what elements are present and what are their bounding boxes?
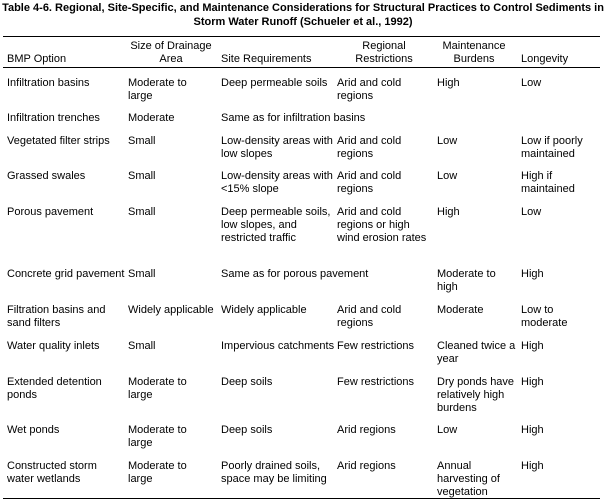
cell-longevity: High (521, 460, 544, 472)
cell-site: Low-density areas with low slopes (221, 135, 333, 160)
cell-regional: Arid and cold regions (337, 304, 402, 329)
cell-site: Same as for infiltration basins (221, 112, 366, 124)
cell-bmp: Constructed storm water wetlands (7, 460, 97, 485)
cell-maintenance: Moderate (437, 304, 484, 316)
cell-drainage: Moderate to large (128, 77, 187, 102)
cell-drainage: Small (128, 268, 156, 280)
cell-maintenance: Cleaned twice a year (437, 340, 516, 365)
cell-maintenance: Annual harvesting of vegetation (437, 460, 500, 498)
cell-site: Low-density areas with <15% slope (221, 170, 333, 195)
cell-drainage: Small (128, 135, 156, 147)
header-top-rule (3, 36, 600, 37)
cell-regional: Arid regions (337, 460, 396, 472)
cell-drainage: Small (128, 170, 156, 182)
cell-site: Deep soils (221, 376, 273, 388)
cell-bmp: Infiltration basins (7, 77, 90, 89)
cell-regional: Arid and cold regions (337, 77, 402, 102)
header-bmp: BMP Option (7, 53, 67, 65)
cell-bmp: Vegetated filter strips (7, 135, 110, 147)
cell-longevity: Low (521, 206, 542, 218)
cell-longevity: High (521, 340, 544, 352)
cell-drainage: Moderate to large (128, 424, 187, 449)
cell-maintenance: Moderate to high (437, 268, 496, 293)
cell-maintenance: Dry ponds have relatively high burdens (437, 376, 515, 414)
cell-drainage: Small (128, 340, 156, 352)
cell-bmp: Porous pavement (7, 206, 94, 218)
cell-bmp: Water quality inlets (7, 340, 100, 352)
cell-site: Same as for porous pavement (221, 268, 369, 280)
cell-regional: Arid and cold regions (337, 135, 402, 160)
cell-drainage: Moderate to large (128, 376, 187, 401)
cell-maintenance: Low (437, 170, 458, 182)
cell-longevity: High (521, 376, 544, 388)
cell-regional: Arid regions (337, 424, 396, 436)
cell-regional: Few restrictions (337, 340, 415, 352)
cell-maintenance: Low (437, 424, 458, 436)
cell-site: Deep permeable soils (221, 77, 328, 89)
cell-maintenance: High (437, 77, 460, 89)
cell-regional: Few restrictions (337, 376, 415, 388)
header-maintenance: Maintenance Burdens (442, 40, 506, 65)
cell-longevity: Low to moderate (521, 304, 568, 329)
cell-site: Impervious catchments (221, 340, 335, 352)
table-header (0, 40, 606, 66)
header-bottom-rule (3, 67, 600, 68)
cell-maintenance: High (437, 206, 460, 218)
cell-longevity: High (521, 424, 544, 436)
header-longevity: Longevity (521, 53, 569, 65)
cell-longevity: Low (521, 77, 542, 89)
cell-longevity: Low if poorly maintained (521, 135, 583, 160)
cell-bmp: Filtration basins and sand filters (7, 304, 106, 329)
cell-bmp: Concrete grid pavement (7, 268, 125, 280)
header-site: Site Requirements (221, 53, 312, 65)
cell-site: Deep soils (221, 424, 273, 436)
header-regional: Regional Restrictions (355, 40, 413, 65)
cell-drainage: Moderate to large (128, 460, 187, 485)
table-bottom-rule (3, 498, 600, 499)
cell-longevity: High if maintained (521, 170, 575, 195)
cell-bmp: Infiltration trenches (7, 112, 100, 124)
cell-site: Widely applicable (221, 304, 307, 316)
table-title: Table 4-6. Regional, Site-Specific, and Maintenance Considerations for Structural Practices to Control Sediments in Storm Water Runoff (Schueler et al., 1992) (2, 2, 604, 28)
cell-regional: Arid and cold regions or high wind erosion rates (337, 206, 427, 244)
cell-bmp: Extended detention ponds (7, 376, 102, 401)
cell-regional: Arid and cold regions (337, 170, 402, 195)
cell-drainage: Small (128, 206, 156, 218)
cell-site: Deep permeable soils, low slopes, and restricted traffic (221, 206, 331, 244)
cell-longevity: High (521, 268, 544, 280)
cell-drainage: Moderate (128, 112, 175, 124)
header-drainage: Size of Drainage Area (130, 40, 212, 65)
cell-bmp: Grassed swales (7, 170, 86, 182)
cell-maintenance: Low (437, 135, 458, 147)
cell-site: Poorly drained soils, space may be limiting (221, 460, 327, 485)
cell-drainage: Widely applicable (128, 304, 214, 316)
cell-bmp: Wet ponds (7, 424, 60, 436)
